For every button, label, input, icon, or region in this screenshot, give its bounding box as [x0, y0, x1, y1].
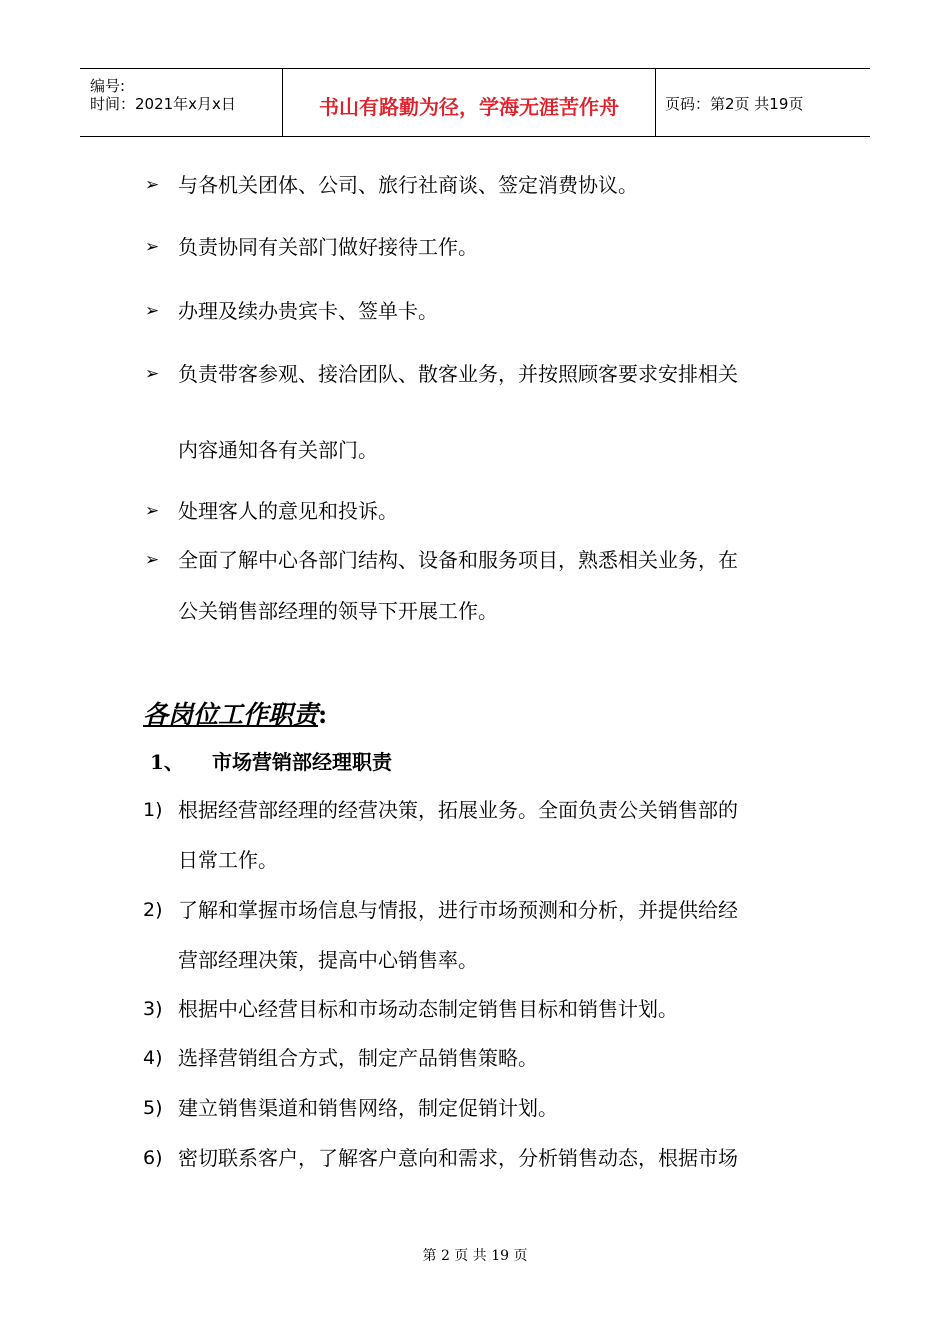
- item-number: 5): [143, 1097, 163, 1119]
- item-number: 1): [143, 799, 163, 821]
- motto-text: 书山有路勤为径，学海无涯苦作舟: [319, 95, 619, 119]
- list-item-continuation: 内容通知各有关部门。: [178, 438, 378, 462]
- list-item: 负责带客参观、接洽团队、散客业务，并按照顾客要求安排相关: [178, 362, 738, 386]
- list-item: 建立销售渠道和销售网络，制定促销计划。: [178, 1096, 558, 1120]
- list-item: 密切联系客户，了解客户意向和需求，分析销售动态，根据市场: [178, 1146, 738, 1170]
- section-title: [143, 695, 327, 731]
- item-number: 4): [143, 1047, 163, 1069]
- list-item-continuation: 日常工作。: [178, 848, 278, 872]
- list-item: 了解和掌握市场信息与情报，进行市场预测和分析，并提供给经: [178, 898, 738, 922]
- page-footer: 第 2 页 共 19 页: [422, 1248, 528, 1264]
- header-page-cell: [655, 69, 870, 136]
- item-number: 3): [143, 998, 163, 1020]
- subsection-number: 1、: [150, 750, 184, 774]
- page-info: 页码：第2页 共19页: [665, 95, 804, 113]
- list-item: 根据中心经营目标和市场动态制定销售目标和销售计划。: [178, 997, 678, 1021]
- section-title-text: 各岗位工作职责: [143, 700, 319, 729]
- list-item: 处理客人的意见和投诉。: [178, 499, 398, 523]
- header-motto-cell: [282, 69, 656, 136]
- document-header: [80, 68, 870, 137]
- bullet-arrow-icon: ➢: [145, 501, 160, 521]
- list-item-continuation: 公关销售部经理的领导下开展工作。: [178, 599, 498, 623]
- subsection-title: 市场营销部经理职责: [212, 750, 392, 774]
- list-item-continuation: 营部经理决策，提高中心销售率。: [178, 948, 478, 972]
- list-item: 根据经营部经理的经营决策，拓展业务。全面负责公关销售部的: [178, 798, 738, 822]
- item-number: 6): [143, 1147, 163, 1169]
- bullet-arrow-icon: ➢: [145, 364, 160, 384]
- header-meta-cell: [80, 69, 282, 136]
- list-item: 负责协同有关部门做好接待工作。: [178, 235, 478, 259]
- bullet-arrow-icon: ➢: [145, 237, 160, 257]
- section-title-colon: :: [318, 700, 328, 729]
- list-item: 选择营销组合方式，制定产品销售策略。: [178, 1046, 538, 1070]
- document-code-label: 编号:: [90, 77, 126, 95]
- list-item: 与各机关团体、公司、旅行社商谈、签定消费协议。: [178, 173, 638, 197]
- bullet-arrow-icon: ➢: [145, 550, 160, 570]
- bullet-arrow-icon: ➢: [145, 301, 160, 321]
- document-date: 时间：2021年x月x日: [90, 95, 236, 113]
- item-number: 2): [143, 899, 163, 921]
- list-item: 办理及续办贵宾卡、签单卡。: [178, 299, 438, 323]
- bullet-arrow-icon: ➢: [145, 175, 160, 195]
- list-item: 全面了解中心各部门结构、设备和服务项目，熟悉相关业务，在: [178, 548, 738, 572]
